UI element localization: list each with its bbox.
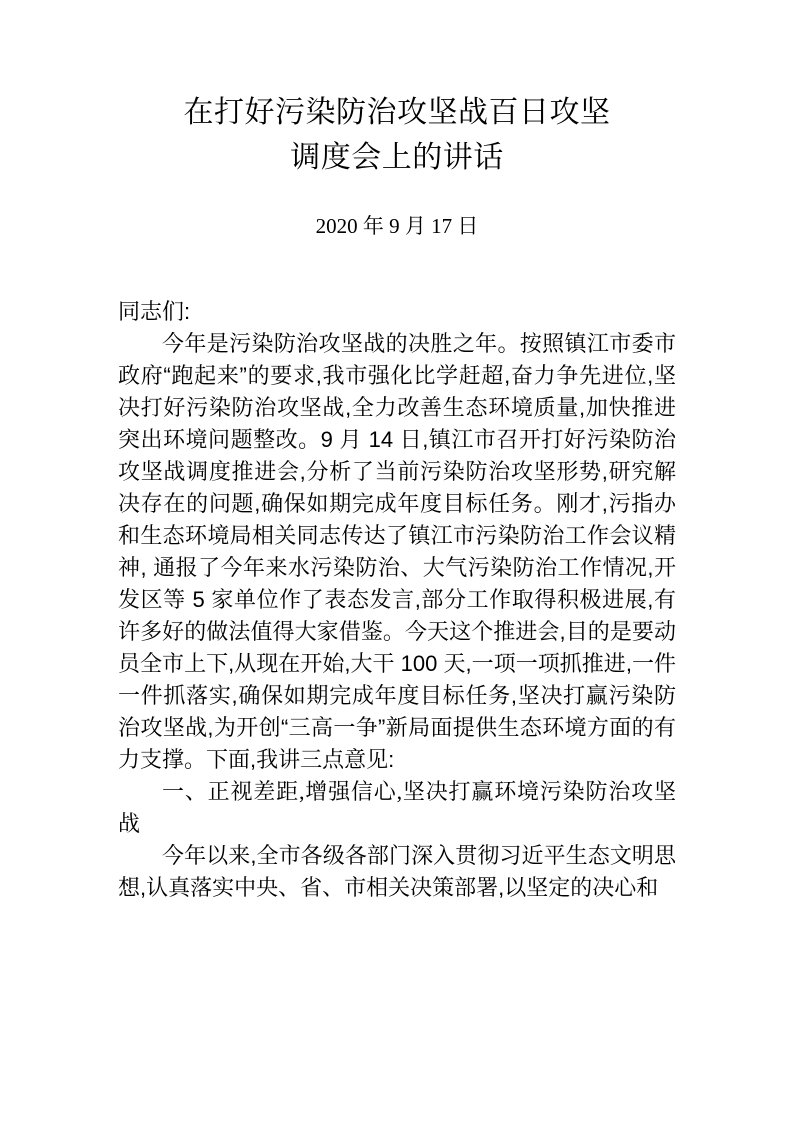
section-heading-1: 一、正视差距,增强信心,坚决打赢环境污染防治攻坚战 bbox=[118, 779, 676, 836]
document-title-line2: 调度会上的讲话 bbox=[290, 141, 504, 174]
document-title-line1: 在打好污染防治攻坚战百日攻坚 bbox=[183, 96, 611, 129]
document-date: 2020 年 9 月 17 日 bbox=[315, 214, 479, 238]
salutation: 同志们: bbox=[118, 299, 191, 324]
paragraph-section1: 今年以来,全市各级各部门深入贯彻习近平生态文明思想,认真落实中央、省、市相关决策部署,以坚定的决心和 bbox=[118, 843, 676, 900]
paragraph-intro: 今年是污染防治攻坚战的决胜之年。按照镇江市委市政府“跑起来”的要求,我市强化比学赶超,奋力争先进位,坚决打好污染防治攻坚战,全力改善生态环境质量,加快推进突出环境问题整改。9 月 14 日,镇江市召开打好污染防治攻坚战调度推进会,分析了当前污染防治攻坚形势,研究解决存在的问题,确保如期完成年度目标任务。刚才,污指办和生态环境局相关同志传达了镇江市污染防治工作会议精神, 通报了今年来水污染防治、大气污染防治工作情况,开发区等 5 家单位作了表态发言,部分工作取得积极进展,有许多好的做法值得大家借鉴。今天这个推进会,目的是要动员全市上下,从现在开始,大干 100 天,一项一项抓推进,一件一件抓落实,确保如期完成年度目标任务,坚决打赢污染防治攻坚战,为开创“三高一争”新局面提供生态环境方面的有力支撑。下面,我讲三点意见: bbox=[118, 331, 676, 772]
document-body bbox=[118, 296, 676, 904]
document-title bbox=[118, 90, 676, 180]
